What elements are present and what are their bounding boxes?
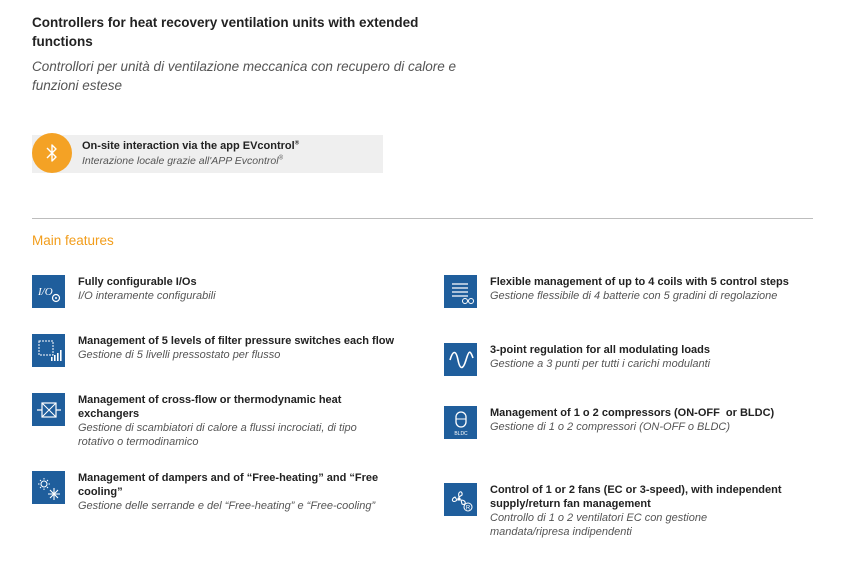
bluetooth-icon [32,133,72,173]
feature-title: Management of dampers and of “Free-heating” and “Free cooling” [78,472,379,498]
feature-title: Management of 5 levels of filter pressure switches each flow [78,335,395,347]
feature-item [32,334,432,367]
feature-subtitle: Gestione a 3 punti per tutti i carichi modulanti [490,358,711,370]
feature-title: Management of 1 o 2 compressors (ON-OFF or BLDC) [490,407,775,419]
section-divider [32,218,813,219]
feature-title: Fully configurable I/Os [78,276,197,288]
page-subtitle: Controllori per unità di ventilazione meccanica con recupero di calore e funzioni estese [32,59,456,93]
app-line-it: Interazione locale grazie all'APP Evcontrol® [82,155,283,167]
feature-title: Management of cross-flow or thermodynamic heat exchangers [78,394,342,420]
compressor-bldc-icon [444,406,477,439]
page-title: Controllers for heat recovery ventilation units with extended functions [32,15,419,49]
feature-item [444,406,844,439]
app-line-en: On-site interaction via the app EVcontrol® [82,140,300,152]
feature-item [32,471,432,513]
filter-pressure-icon [32,334,65,367]
feature-subtitle: Gestione flessibile di 4 batterie con 5 gradini di regolazione [490,290,778,302]
sine-wave-icon [444,343,477,376]
feature-subtitle: Gestione di 5 livelli pressostato per flusso [78,349,281,361]
feature-title: Flexible management of up to 4 coils with 5 control steps [490,276,789,288]
feature-item [32,275,432,308]
feature-subtitle: Controllo di 1 o 2 ventilatori EC con gestione mandata/ripresa indipendenti [490,512,708,538]
free-heating-cooling-icon [32,471,65,504]
coils-icon [444,275,477,308]
feature-item [32,393,377,449]
feature-item [444,343,844,376]
svg-text:R: R [465,505,470,511]
feature-subtitle: Gestione di scambiatori di calore a flussi incrociati, di tipo rotativo o termodinamico [78,422,357,448]
feature-item [444,275,844,308]
heat-exchanger-icon [32,393,65,426]
fan-icon [444,483,477,516]
feature-subtitle: Gestione delle serrande e del “Free-heating” e “Free-cooling” [78,500,376,512]
feature-subtitle: Gestione di 1 o 2 compressori (ON-OFF o BLDC) [490,421,731,433]
io-gear-icon [32,275,65,308]
feature-title: 3-point regulation for all modulating loads [490,344,710,356]
feature-title: Control of 1 or 2 fans (EC or 3-speed), with independent supply/return fan management [490,484,782,510]
bldc-label: BLDC [453,430,468,437]
section-title: Main features [32,233,114,248]
svg-text:I/O: I/O [37,285,53,298]
feature-item [444,483,789,539]
feature-subtitle: I/O interamente configurabili [78,290,216,302]
